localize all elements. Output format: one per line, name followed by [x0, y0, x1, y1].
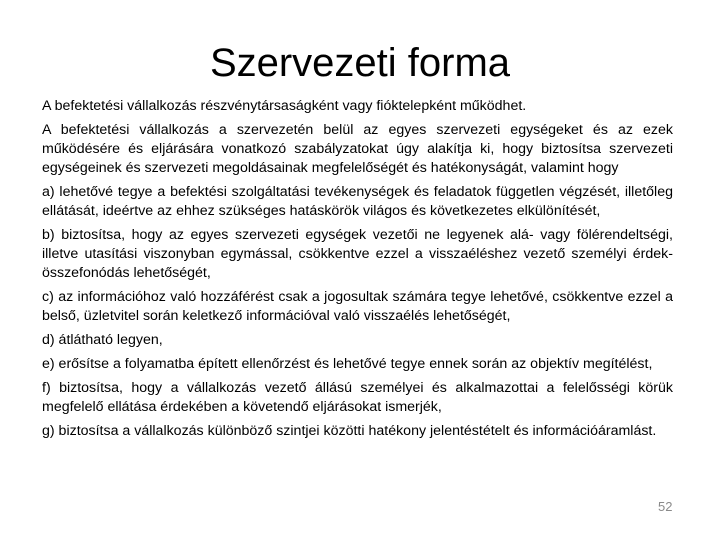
slide-title: Szervezeti forma	[209, 41, 511, 85]
list-item-e: e) erősítse a folyamatba épített ellenőrzést és lehetővé tegye ennek során az objektív megítélést,	[42, 356, 653, 372]
list-item-d: d) átlátható legyen,	[42, 332, 163, 348]
list-item-b: b) biztosítsa, hogy az egyes szervezeti egységek vezetői ne legyenek alá- vagy fölérendeltségi, illetve utasítási viszonyban egymással, csökkentve ezzel a visszaéléshez vezető személyi érdek-összefonódás lehetőségét,	[42, 227, 673, 281]
paragraph: A befektetési vállalkozás a szervezetén belül az egyes szervezeti egységeket és az ezek működésére és eljárására vonatkozó szabályzatokat úgy alakítja ki, hogy biztosítsa szervezeti egységeinek és szervezeti megoldásainak megfelelőségét és hatékonyságát, valamint hogy	[42, 122, 673, 176]
list-item-a: a) lehetővé tegye a befektési szolgáltatási tevékenységek és feladatok független végzését, illetőleg ellátását, ideértve az ehhez szükséges hatáskörök világos és következetes elkülönítését,	[42, 184, 673, 219]
slide-body	[42, 97, 673, 446]
page-number: 52	[658, 499, 673, 514]
list-item-f: f) biztosítsa, hogy a vállalkozás vezető állású személyei és alkalmazottai a felelősségi körük megfelelő ellátása érdekében a követendő eljárásokat ismerjék,	[42, 380, 673, 415]
paragraph: A befektetési vállalkozás részvénytársaságként vagy fióktelepként működhet.	[42, 98, 527, 114]
list-item-g: g) biztosítsa a vállalkozás különböző szintjei közötti hatékony jelentéstételt és információáramlást.	[42, 423, 657, 439]
list-item-c: c) az információhoz való hozzáférést csak a jogosultak számára tegye lehetővé, csökkentve ezzel a belső, üzletvitel során keletkező információval való visszaélés lehetőségét,	[42, 289, 673, 324]
